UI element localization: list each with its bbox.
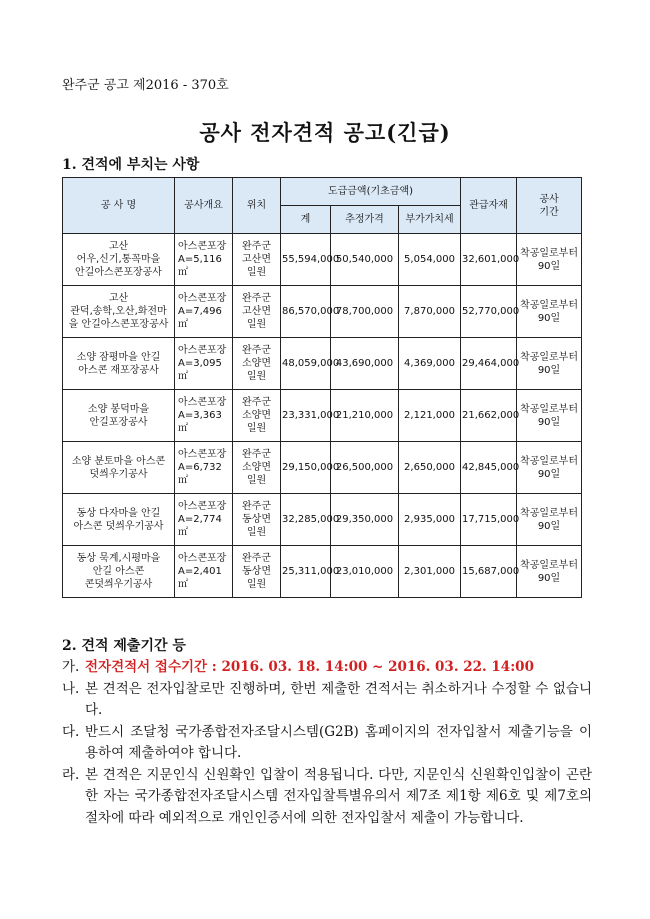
vat-cell: 2,121,000: [399, 390, 461, 442]
official-material-cell: 32,601,000: [461, 234, 517, 286]
vat-cell: 2,650,000: [399, 442, 461, 494]
period-cell: 착공일로부터 90일: [517, 338, 582, 390]
project-name-cell: 소양 봉덕마을 안길포장공사: [63, 390, 175, 442]
header-contract-amount: 도급금액(기초금액): [281, 178, 461, 206]
total-cell: 86,570,000: [281, 286, 331, 338]
vat-cell: 5,054,000: [399, 234, 461, 286]
outline-cell: 아스콘포장 A=3,363㎡: [175, 390, 233, 442]
official-material-cell: 15,687,000: [461, 546, 517, 598]
official-material-cell: 17,715,000: [461, 494, 517, 546]
estimate-table: [62, 177, 582, 598]
total-cell: 23,331,000: [281, 390, 331, 442]
table-row: [63, 286, 582, 338]
table-row: [63, 390, 582, 442]
official-material-cell: 52,770,000: [461, 286, 517, 338]
location-cell: 완주군 소양면 일원: [233, 390, 281, 442]
header-total: 계: [281, 206, 331, 234]
location-cell: 완주군 고산면 일원: [233, 234, 281, 286]
period-cell: 착공일로부터 90일: [517, 494, 582, 546]
section-1-heading: 1. 견적에 부치는 사항: [62, 157, 200, 173]
header-outline: 공사개요: [175, 178, 233, 234]
project-name-cell: 고산 어우,신기,통꼭마을 안길아스콘포장공사: [63, 234, 175, 286]
project-name-cell: 동상 다자마을 안길 아스콘 덧씌우기공사: [63, 494, 175, 546]
vat-cell: 7,870,000: [399, 286, 461, 338]
official-material-cell: 29,464,000: [461, 338, 517, 390]
item-text: 전자견적서 접수기간 : 2016. 03. 18. 14:00 ~ 2016. 03. 22. 14:00: [85, 659, 534, 675]
total-cell: 32,285,000: [281, 494, 331, 546]
table-row: [63, 234, 582, 286]
outline-cell: 아스콘포장 A=7,496㎡: [175, 286, 233, 338]
table-row: [63, 442, 582, 494]
outline-cell: 아스콘포장 A=5,116㎡: [175, 234, 233, 286]
official-material-cell: 42,845,000: [461, 442, 517, 494]
list-item: [62, 679, 592, 722]
header-estimated-price: 추정가격: [331, 206, 399, 234]
item-label: 다.: [62, 723, 80, 740]
outline-cell: 아스콘포장 A=6,732㎡: [175, 442, 233, 494]
header-location: 위치: [233, 178, 281, 234]
list-item: [62, 765, 592, 830]
period-cell: 착공일로부터 90일: [517, 546, 582, 598]
vat-cell: 2,301,000: [399, 546, 461, 598]
header-vat: 부가가치세: [399, 206, 461, 234]
outline-cell: 아스콘포장 A=2,774㎡: [175, 494, 233, 546]
location-cell: 완주군 동상면 일원: [233, 494, 281, 546]
total-cell: 25,311,000: [281, 546, 331, 598]
header-official-material: 관급자재: [461, 178, 517, 234]
table-row: [63, 546, 582, 598]
location-cell: 완주군 고산면 일원: [233, 286, 281, 338]
estimated-price-cell: 23,010,000: [331, 546, 399, 598]
estimated-price-cell: 78,700,000: [331, 286, 399, 338]
total-cell: 55,594,000: [281, 234, 331, 286]
outline-cell: 아스콘포장 A=3,095㎡: [175, 338, 233, 390]
estimated-price-cell: 43,690,000: [331, 338, 399, 390]
vat-cell: 2,935,000: [399, 494, 461, 546]
official-material-cell: 21,662,000: [461, 390, 517, 442]
list-item: [62, 657, 592, 679]
project-name-cell: 소양 분토마을 아스콘 덧씌우기공사: [63, 442, 175, 494]
period-cell: 착공일로부터 90일: [517, 286, 582, 338]
project-name-cell: 소양 잠평마을 안길 아스콘 재포장공사: [63, 338, 175, 390]
location-cell: 완주군 소양면 일원: [233, 442, 281, 494]
period-cell: 착공일로부터 90일: [517, 234, 582, 286]
estimated-price-cell: 21,210,000: [331, 390, 399, 442]
outline-cell: 아스콘포장 A=2,401㎡: [175, 546, 233, 598]
notice-number: 완주군 공고 제2016 - 370호: [62, 78, 229, 93]
project-name-cell: 고산 관덕,송학,오산,화전마 을 안길아스콘포장공사: [63, 286, 175, 338]
location-cell: 완주군 소양면 일원: [233, 338, 281, 390]
table-row: [63, 494, 582, 546]
header-project-name: 공 사 명: [63, 178, 175, 234]
item-label: 가.: [62, 659, 80, 675]
item-text: 반드시 조달청 국가종합전자조달시스템(G2B) 홈페이지의 전자입찰서 제출기능을 이용하여 제출하여야 합니다.: [85, 723, 592, 761]
vat-cell: 4,369,000: [399, 338, 461, 390]
total-cell: 29,150,000: [281, 442, 331, 494]
period-cell: 착공일로부터 90일: [517, 442, 582, 494]
estimated-price-cell: 50,540,000: [331, 234, 399, 286]
project-name-cell: 동상 묵계,시평마을 안길 아스콘 콘덧씌우기공사: [63, 546, 175, 598]
location-cell: 완주군 동상면 일원: [233, 546, 281, 598]
total-cell: 48,059,000: [281, 338, 331, 390]
item-label: 나.: [62, 680, 80, 697]
document-title: 공사 전자견적 공고(긴급): [199, 120, 451, 145]
estimated-price-cell: 29,350,000: [331, 494, 399, 546]
estimated-price-cell: 26,500,000: [331, 442, 399, 494]
period-cell: 착공일로부터 90일: [517, 390, 582, 442]
table-row: [63, 338, 582, 390]
submission-items: [62, 657, 592, 829]
item-text: 본 견적은 지문인식 신원확인 입찰이 적용됩니다. 다만, 지문인식 신원확인입찰이 곤란한 자는 국가종합전자조달시스템 전자입찰특별유의서 제7조 제1항 제6호 및 제7호의 절차에 따라 예외적으로 개인인증서에 의한 전자입찰서 제출이 가능합니다.: [85, 766, 592, 826]
item-label: 라.: [62, 766, 80, 783]
header-period: 공사 기간: [517, 178, 582, 234]
list-item: [62, 722, 592, 765]
section-2-heading: 2. 견적 제출기간 등: [62, 638, 186, 654]
item-text: 본 견적은 전자입찰로만 진행하며, 한번 제출한 견적서는 취소하거나 수정할 수 없습니다.: [85, 680, 592, 718]
